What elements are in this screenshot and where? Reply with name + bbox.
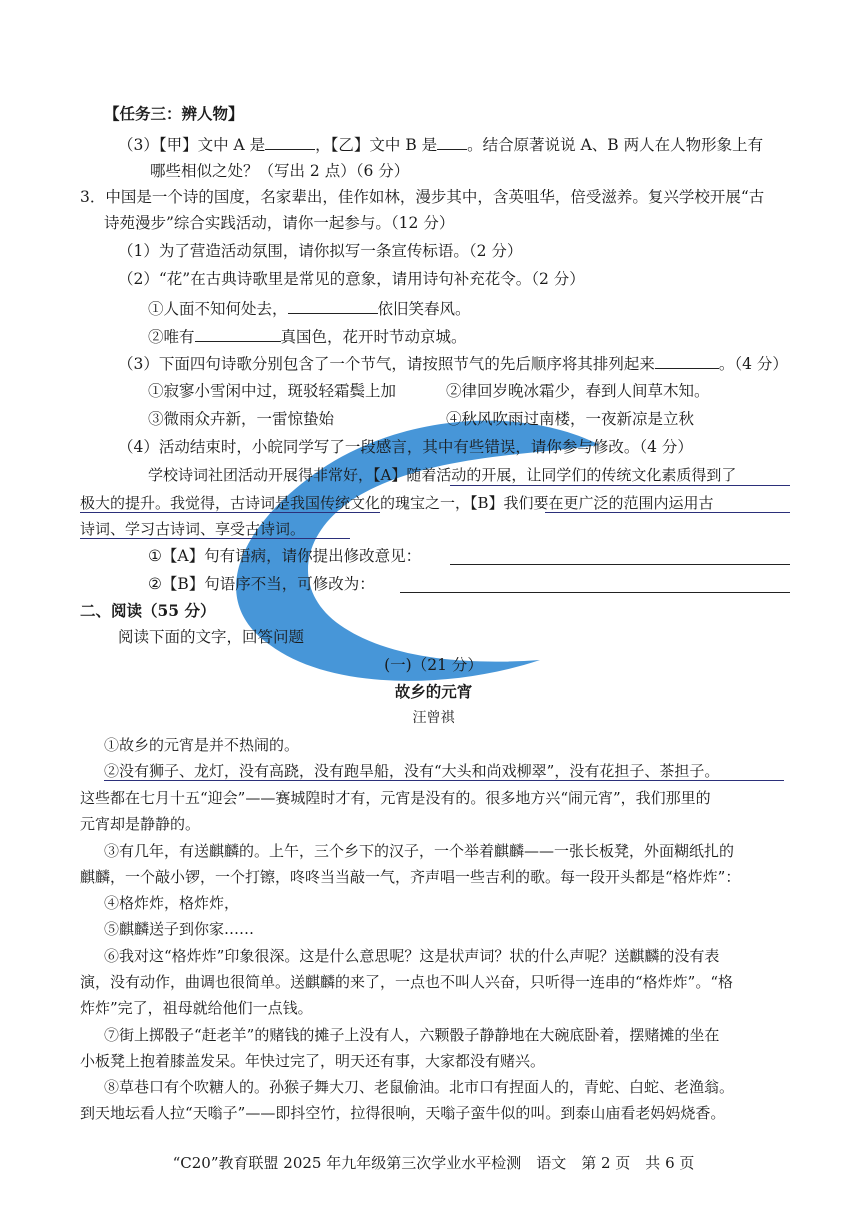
article-p6-line3: 炸炸”完了，祖母就给他们一点钱。 xyxy=(80,999,313,1017)
q3-intro-line1: 3．中国是一个诗的国度，名家辈出，佳作如林，漫步其中，含英咀华，倍受滋养。复兴学校开展“古 xyxy=(80,188,765,206)
article-p2-line3: 元宵却是静静的。 xyxy=(80,815,201,833)
article-p3-line1: ③有几年，有送麒麟的。上午，三个乡下的汉子，一个举着麒麟——一张长板凳，外面糊纸扎的 xyxy=(104,842,735,860)
q3-opt3: ③微雨众卉新，一雷惊蛰始 xyxy=(148,410,335,428)
reading-section-title: 二、阅读（55 分） xyxy=(80,601,216,620)
q3-para-line1: 学校诗词社团活动开展得非常好，【A】随着活动的开展，让同学们的传统文化素质得到了 xyxy=(148,466,737,484)
pen-underline xyxy=(80,538,350,539)
q3-sub3: （3）下面四句诗歌分别包含了一个节气，请按照节气的先后顺序将其排列起来 。（4 分） xyxy=(118,352,788,375)
article-title: 故乡的元宵 xyxy=(394,682,473,701)
question-3-line2: 哪些相似之处？（写出 2 点）（6 分） xyxy=(150,162,410,180)
answer-blank-poem-a[interactable] xyxy=(288,297,378,314)
question-3-line1: （3）【甲】文中 A 是 ，【乙】文中 B 是 。结合原著说说 A、B 两人在人物形象上有 xyxy=(118,133,763,156)
q3-sub4: （4）活动结束时，小皖同学写了一段感言，其中有些错误，请你参与修改。（4 分） xyxy=(118,438,693,456)
pen-underline xyxy=(450,485,790,486)
article-p4: ④格炸炸，格炸炸， xyxy=(104,894,240,912)
article-author: 汪曾祺 xyxy=(412,710,455,726)
task3-title: 【任务三：辨人物】 xyxy=(104,104,244,123)
q3-opt4: ④秋风吹雨过南楼，一夜新凉是立秋 xyxy=(446,410,695,428)
article-p3-line2: 麒麟，一个敲小锣，一个打镲，咚咚当当敲一气，齐声唱一些吉利的歌。每一段开头都是“格炸炸”： xyxy=(80,868,741,886)
page-footer: “C20”教育联盟 2025 年九年级第三次学业水平检测 语文 第 2 页 共 6 页 xyxy=(172,1154,695,1172)
pen-underline xyxy=(80,512,380,513)
reading-instruction: 阅读下面的文字，回答问题 xyxy=(118,628,305,646)
q3-sub1: （1）为了营造活动氛围，请你拟写一条宣传标语。（2 分） xyxy=(118,242,523,260)
answer-blank-b[interactable] xyxy=(437,133,467,150)
answer-blank-order[interactable] xyxy=(655,352,719,369)
q3-opt1: ①寂寥小雪闲中过，斑驳轻霜鬓上加 xyxy=(148,382,397,400)
article-p7-line2: 小板凳上抱着膝盖发呆。年快过完了，明天还有事，大家都没有赌兴。 xyxy=(80,1052,546,1070)
q3-para-line3: 诗词、学习古诗词、享受古诗词。 xyxy=(80,520,306,538)
q3-sub2-line-a: ①人面不知何处去， 依旧笑春风。 xyxy=(148,297,471,320)
q3-opt2: ②律回岁晚冰霜少，春到人间草木知。 xyxy=(446,382,710,400)
q3-sub2-line-b: ②唯有 真国色，花开时节动京城。 xyxy=(148,325,467,348)
answer-line-b[interactable] xyxy=(400,592,790,593)
article-p5: ⑤麒麟送子到你家…… xyxy=(104,920,255,938)
article-p8-line1: ⑧草巷口有个吹糖人的。孙猴子舞大刀、老鼠偷油。北市口有捏面人的，青蛇、白蛇、老渔翁。 xyxy=(104,1078,735,1096)
answer-line-a[interactable] xyxy=(450,564,790,565)
q3-sub2: （2）“花”在古典诗歌里是常见的意象，请用诗句补充花令。（2 分） xyxy=(118,270,585,288)
q3-fix-a: ①【A】句有语病，请你提出修改意见： xyxy=(148,547,422,565)
article-p7-line1: ⑦街上掷骰子“赶老羊”的赌钱的摊子上没有人，六颗骰子静静地在大碗底卧着，摆赌摊的坐在 xyxy=(104,1026,720,1044)
reading-part-label: (一)（21 分） xyxy=(384,656,483,674)
article-p2-line2: 这些都在七月十五“迎会”——赛城隍时才有，元宵是没有的。很多地方兴“闹元宵”，我们那里的 xyxy=(80,789,711,807)
article-p6-line1: ⑥我对这“格炸炸”印象很深。这是什么意思呢？这是状声词？状的什么声呢？送麒麟的没有表 xyxy=(104,947,720,965)
article-p6-line2: 演，没有动作，曲调也很简单。送麒麟的来了，一点也不叫人兴奋，只听得一连串的“格炸炸”。“格 xyxy=(80,973,734,991)
q3-intro-line2: 诗苑漫步”综合实践活动，请你一起参与。（12 分） xyxy=(104,214,455,232)
q3-para-line2: 极大的提升。我觉得，古诗词是我国传统文化的瑰宝之一，【B】我们要在更广泛的范围内运用古 xyxy=(80,494,714,512)
article-p2-line1: ②没有狮子、龙灯，没有高跷，没有跑旱船，没有“大头和尚戏柳翠”，没有花担子、茶担子。 xyxy=(104,762,720,780)
article-p1: ①故乡的元宵是并不热闹的。 xyxy=(104,736,300,754)
pen-underline xyxy=(545,512,790,513)
pen-underline xyxy=(104,780,784,781)
article-p8-line2: 到天地坛看人拉“天嗡子”——即抖空竹，拉得很响，天嗡子蛮牛似的叫。到泰山庙看老妈妈烧香。 xyxy=(80,1104,726,1122)
answer-blank-a[interactable] xyxy=(265,133,315,150)
answer-blank-poem-b[interactable] xyxy=(195,325,281,342)
q3-fix-b: ②【B】句语序不当，可修改为： xyxy=(148,575,375,593)
